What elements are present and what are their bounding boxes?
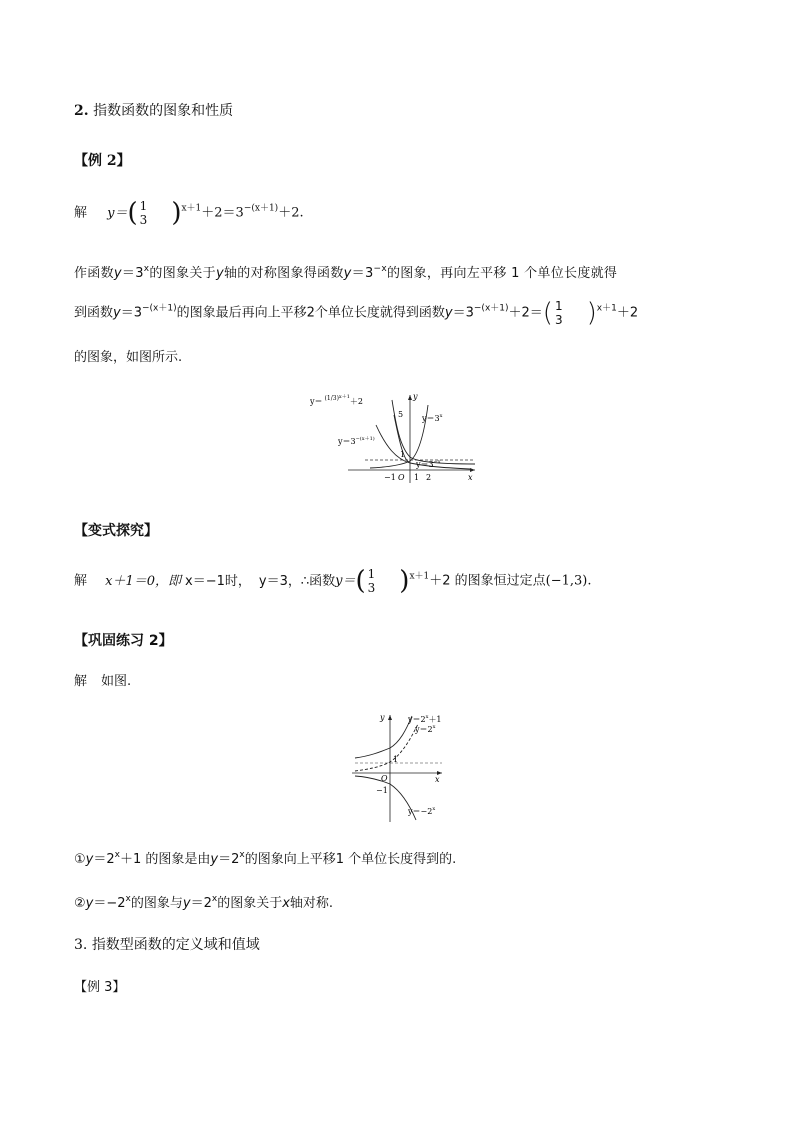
paragraph-line-1: 作函数$y=3^x$的图象关于y轴的对称图象得函数$y=3^{-x}$的图象，再向左平移 1 个单位长度就得 <box>74 264 618 281</box>
practice-2-text: 解 如图. <box>74 674 132 689</box>
section-number: 3. <box>74 937 88 953</box>
label-2x: $y=2^x$ <box>415 724 436 734</box>
section-3-heading <box>74 934 260 954</box>
tick-5: 5 <box>398 410 404 419</box>
label-neg-2x: $y=-2^x$ <box>408 806 436 816</box>
y-axis-label: y <box>380 713 385 722</box>
label-3-neg-x: $y=3^{-x}$ <box>416 459 441 469</box>
fraction-one-third: 1 3 <box>554 299 563 327</box>
equation-tail: ＋2＝3 <box>201 205 244 221</box>
section-2-heading <box>74 100 233 120</box>
curve-2x-plus-1 <box>355 716 412 758</box>
variant-tag: 【变式探究】 <box>74 523 158 539</box>
y-equals: y＝ <box>107 205 128 221</box>
example-3-tag: 【例 3】 <box>74 980 126 995</box>
figure-2-graph <box>350 710 450 825</box>
note-2: $②y=-2^x$的图象与$y=2^x$的图象关于x轴对称. <box>74 894 334 911</box>
y-axis-label: y <box>413 392 418 401</box>
example-2-tag: 【例 2】 <box>74 153 131 169</box>
label-3-neg-x1: $y=3^{-(x+1)}$ <box>338 436 375 446</box>
x-tick-2: 2 <box>426 473 432 482</box>
paragraph-line-2: 到函数$y=3^{-(x+1)}$的图象最后再向上平移2个单位长度就得到函数$y=3^{-(x+1)}+2=$( 1 3 )$^{x+1}$＋2 <box>74 298 639 328</box>
tick-1: 1 <box>400 450 406 459</box>
x-tick-neg1: −1 <box>384 473 396 482</box>
label-shifted: y＝ (1/3)$^{x+1}$＋2 <box>310 394 364 406</box>
x-tick-1: 1 <box>414 473 420 482</box>
origin-label: O <box>398 473 405 482</box>
x-axis-label: x <box>435 775 440 784</box>
fixed-point: (−1,3) <box>545 573 588 589</box>
exponent: x＋1 <box>181 203 202 214</box>
solution-label: 解 <box>74 205 88 221</box>
curve-2x <box>355 724 418 771</box>
origin-label: O <box>381 774 388 783</box>
fraction-one-third: 1 3 <box>139 199 148 227</box>
section-title: 指数型函数的定义域和值域 <box>91 937 260 953</box>
section-number: 2. <box>74 103 89 119</box>
note-1: $①y=2^x+1$ 的图象是由$y=2^x$的图象向上平移1 个单位长度得到的. <box>74 850 457 867</box>
tick-neg1: −1 <box>376 786 388 795</box>
section-title: 指数函数的图象和性质 <box>93 103 234 119</box>
paragraph-line-3: 的图象，如图所示. <box>74 350 183 365</box>
tick-1: 1 <box>393 755 399 764</box>
x-axis-label: x <box>468 473 473 482</box>
label-3-x: $y=3^x$ <box>422 413 443 423</box>
y-arrow <box>408 395 412 400</box>
variant-solution: 解 x＋1＝0，即 x＝−1时， y＝3，∴函数y＝( 1 3 )$^{x+1}$＋2 的图象恒过定点(−1,3). <box>74 566 592 596</box>
example-2-solution: 解 y＝( 1 3 )$^{x+1}+2=3^{-(x+1)}+2$. <box>74 198 304 228</box>
figure-1-graph <box>310 385 485 485</box>
practice-2-tag: 【巩固练习 2】 <box>74 633 173 649</box>
label-2x-plus-1: $y=2^x+1$ <box>408 714 442 724</box>
x-arrow <box>470 468 475 472</box>
